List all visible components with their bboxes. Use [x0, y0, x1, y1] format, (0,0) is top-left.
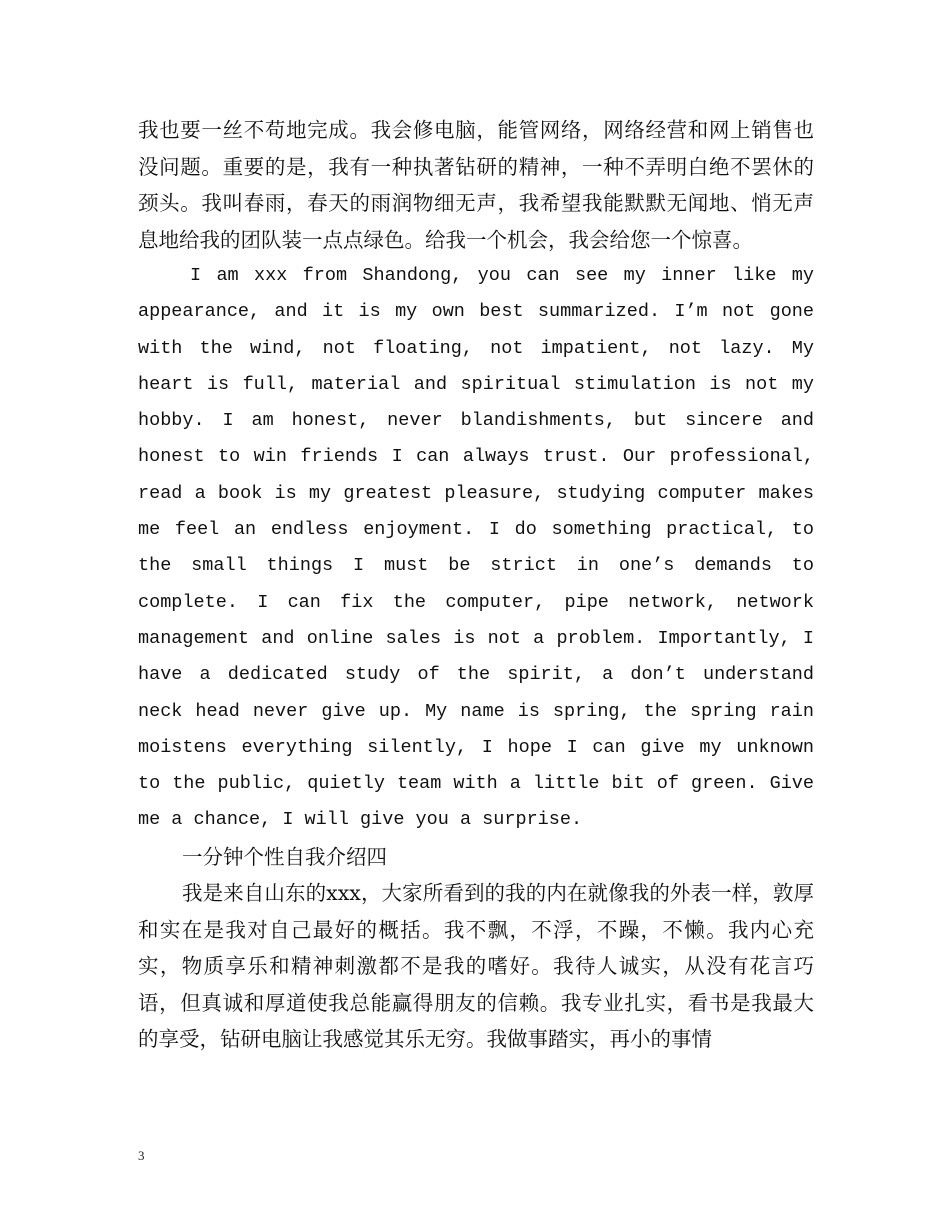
section-heading: 一分钟个性自我介绍四 — [182, 844, 387, 869]
paragraph-chinese-continuation: 我也要一丝不苟地完成。我会修电脑，能管网络，网络经营和网上销售也没问题。重要的是，我有一种执著钻研的精神，一种不弄明白绝不罢休的颈头。我叫春雨，春天的雨润物细无声，我希望我能默默无闻地、悄无声息地给我的团队装一点点绿色。给我一个机会，我会给您一个惊喜。 — [138, 118, 814, 252]
paragraph-english-translation: I am xxx from Shandong, you can see my inner like my appearance, and it is my own best summarized. I’m not gone with the wind, not floating, not impatient, not lazy. My heart is full, material and spiritual stimulation is not my hobby. I am honest, never blandishments, but sincere and honest to win friends I can always trust. Our professional, read a book is my greatest pleasure, studying computer makes me feel an endless enjoyment. I do something practical, to the small things I must be strict in one’s demands to complete. I can fix the computer, pipe network, network management and online sales is not a problem. Importantly, I have a dedicated study of the spirit, a don’t understand neck head never give up. My name is spring, the spring rain moistens everything silently, I hope I can give my unknown to the public, quietly team with a little bit of green. Give me a chance, I will give you a surprise. — [138, 265, 814, 831]
page-number: 3 — [138, 1148, 145, 1163]
paragraph-chinese-intro: 我是来自山东的xxx，大家所看到的我的内在就像我的外表一样，敦厚和实在是我对自己最好的概括。我不飘，不浮，不躁，不懒。我内心充实，物质享乐和精神刺激都不是我的嗜好。我待人诚实，从没有花言巧语，但真诚和厚道使我总能赢得朋友的信赖。我专业扎实，看书是我最大的享受，钻研电脑让我感觉其乐无穷。我做事踏实，再小的事情 — [138, 881, 814, 1052]
document-page — [138, 112, 814, 1058]
